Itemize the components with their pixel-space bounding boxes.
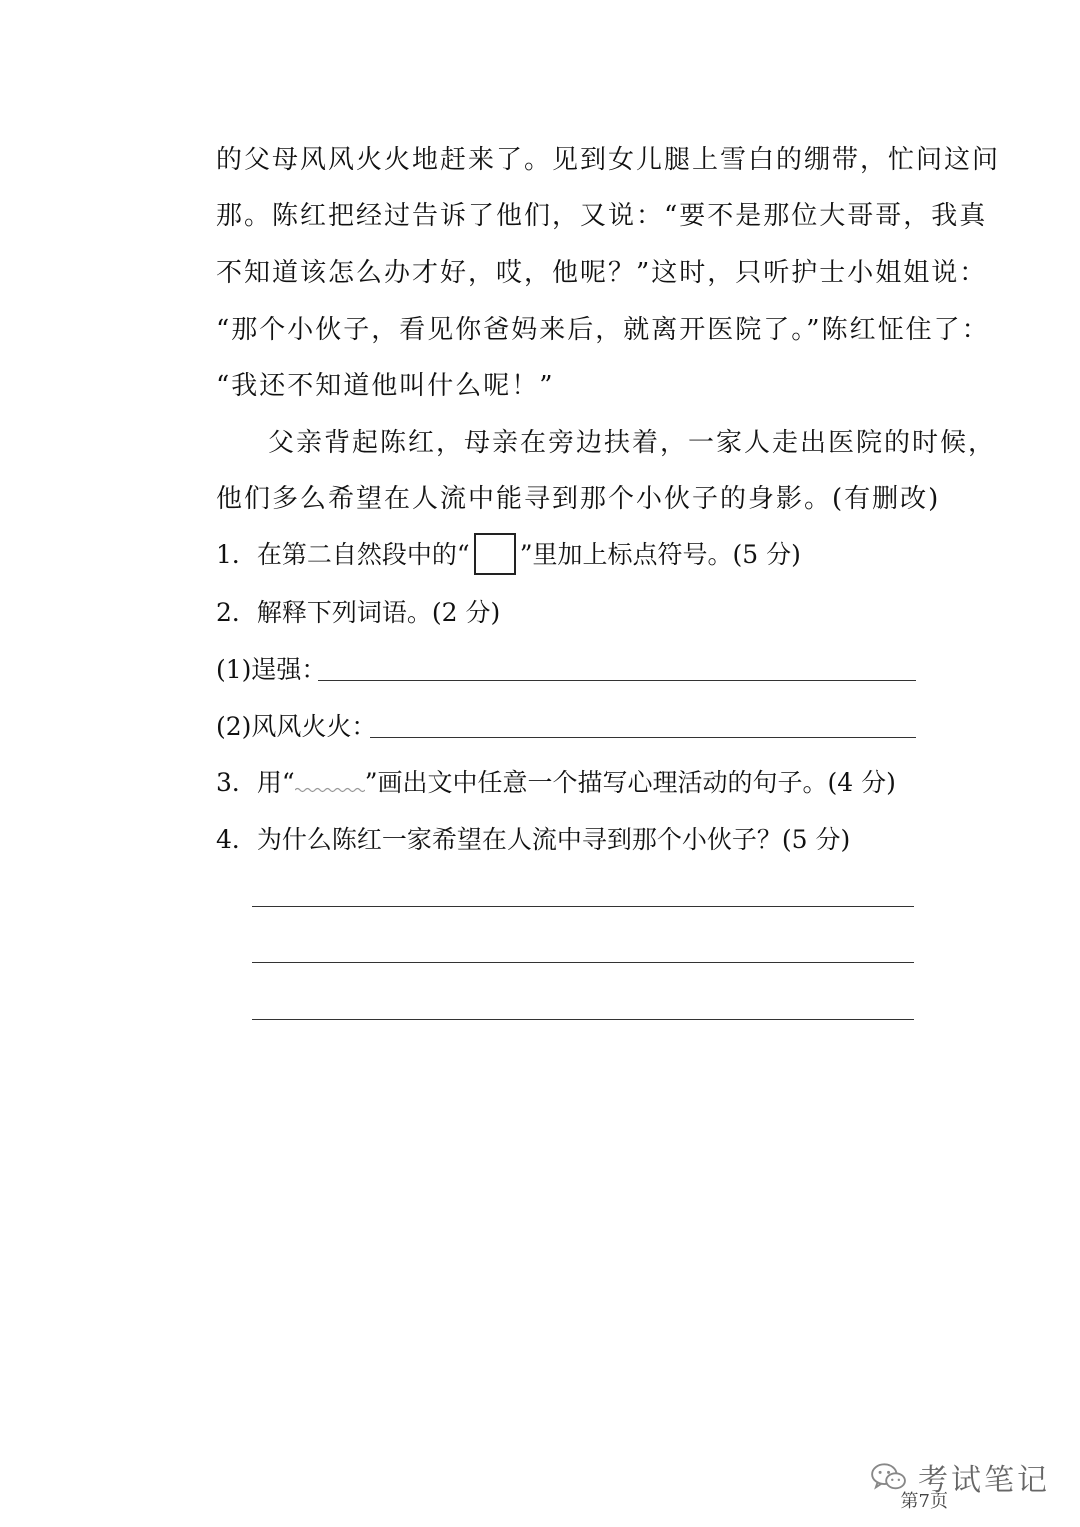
passage-line-2: 那。陈红把经过告诉了他们，又说：“要不是那位大哥哥，我真	[216, 201, 988, 231]
passage-line-7: 他们多么希望在人流中能寻到那个小伙子的身影。(有删改)	[216, 484, 941, 514]
question-3	[216, 766, 896, 800]
answer-line-2-1[interactable]	[318, 680, 916, 681]
passage-line-1: 的父母风风火火地赶来了。见到女儿腿上雪白的绷带，忙问这问	[216, 145, 1001, 175]
watermark	[870, 1455, 1050, 1499]
question-3-suffix: ”画出文中任意一个描写心理活动的句子。(4 分)	[364, 768, 896, 797]
question-2-1-label: (1)逞强：	[216, 655, 327, 684]
passage-line-5: “我还不知道他叫什么呢！”	[216, 371, 555, 401]
punctuation-answer-box[interactable]	[474, 533, 516, 575]
answer-line-4-1[interactable]	[252, 906, 914, 907]
question-1-prefix: 1．在第二自然段中的“	[216, 540, 470, 569]
question-4: 4．为什么陈红一家希望在人流中寻到那个小伙子？(5 分)	[216, 825, 851, 854]
passage-line-4: “那个小伙子，看见你爸妈来后，就离开医院了。”陈红怔住了：	[216, 315, 990, 345]
answer-line-2-2[interactable]	[370, 737, 916, 738]
watermark-brand-text: 考试笔记	[918, 1463, 1050, 1498]
question-2-2-label: (2)风风火火：	[216, 712, 377, 741]
wavy-underline-icon	[295, 767, 365, 791]
passage-line-3: 不知道该怎么办才好，哎，他呢？”这时，只听护士小姐姐说：	[216, 258, 988, 288]
page-number: 第7页	[900, 1491, 948, 1512]
question-1-suffix: ”里加上标点符号。(5 分)	[519, 540, 801, 569]
passage-line-6: 父亲背起陈红，母亲在旁边扶着，一家人走出医院的时候，	[268, 428, 997, 458]
question-1	[216, 538, 801, 575]
answer-line-4-2[interactable]	[252, 962, 914, 963]
question-3-prefix: 3．用“	[216, 768, 295, 797]
question-2: 2．解释下列词语。(2 分)	[216, 598, 501, 627]
answer-line-4-3[interactable]	[252, 1019, 914, 1020]
